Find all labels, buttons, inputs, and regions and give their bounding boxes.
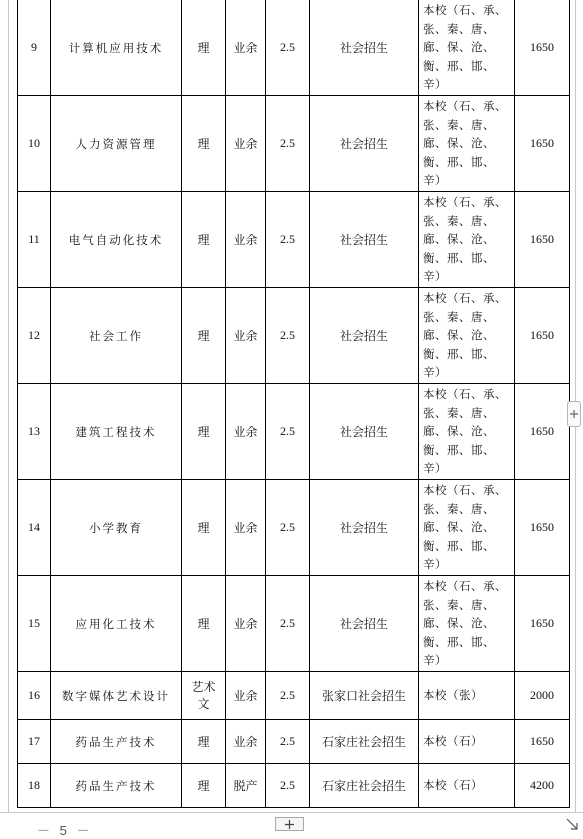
enroll-scope: 张家口社会招生	[310, 672, 419, 720]
school-line: 张、秦、唐、	[423, 405, 495, 420]
school-line: 廊、保、沧、	[423, 520, 495, 535]
category-cell: 理	[182, 720, 226, 764]
major-name: 应用化工技术	[51, 576, 182, 672]
category-line: 艺术	[191, 679, 216, 694]
category-line: 文	[197, 696, 210, 711]
school-line: 衡、邢、邯、	[423, 154, 495, 169]
school-line: 辛）	[423, 365, 447, 380]
resize-corner-icon[interactable]	[566, 818, 579, 831]
major-name: 建筑工程技术	[51, 384, 182, 480]
school-line: 本校（石、承、	[423, 291, 507, 306]
row-number: 14	[18, 480, 51, 576]
school-line: 辛）	[423, 269, 447, 284]
school-line: 衡、邢、邯、	[423, 442, 495, 457]
table-row	[18, 480, 570, 576]
school-line: 本校（石）	[423, 778, 483, 793]
enroll-scope: 社会招生	[310, 96, 419, 192]
tuition-fee: 2000	[515, 672, 570, 720]
school-line: 本校（石、承、	[423, 195, 507, 210]
tuition-fee: 1650	[515, 0, 570, 96]
study-years: 2.5	[266, 0, 310, 96]
enroll-scope: 社会招生	[310, 576, 419, 672]
plus-icon	[285, 820, 294, 829]
study-form: 业余	[226, 672, 266, 720]
school-line: 廊、保、沧、	[423, 232, 495, 247]
school-line: 张、秦、唐、	[423, 501, 495, 516]
study-form: 业余	[226, 576, 266, 672]
table-row	[18, 764, 570, 808]
table-row	[18, 0, 570, 96]
school-line: 辛）	[423, 77, 447, 92]
category-cell	[182, 672, 226, 720]
major-name: 计算机应用技术	[51, 0, 182, 96]
category-cell: 理	[182, 96, 226, 192]
study-years: 2.5	[266, 720, 310, 764]
school-locations	[419, 672, 515, 720]
school-locations	[419, 480, 515, 576]
category-cell: 理	[182, 192, 226, 288]
side-insert-button[interactable]	[567, 401, 581, 427]
enroll-scope: 石家庄社会招生	[310, 720, 419, 764]
school-line: 衡、邢、邯、	[423, 346, 495, 361]
tuition-fee: 1650	[515, 288, 570, 384]
school-locations	[419, 764, 515, 808]
category-cell: 理	[182, 576, 226, 672]
row-number: 18	[18, 764, 51, 808]
study-form: 业余	[226, 192, 266, 288]
margin-line-bottom	[0, 812, 583, 813]
enroll-scope: 社会招生	[310, 288, 419, 384]
school-line: 辛）	[423, 173, 447, 188]
study-years: 2.5	[266, 96, 310, 192]
tuition-fee: 1650	[515, 384, 570, 480]
school-line: 辛）	[423, 557, 447, 572]
school-line: 本校（石）	[423, 734, 483, 749]
school-locations	[419, 288, 515, 384]
school-line: 张、秦、唐、	[423, 21, 495, 36]
tuition-fee: 1650	[515, 480, 570, 576]
margin-line-left	[8, 0, 9, 812]
row-number: 15	[18, 576, 51, 672]
table-row	[18, 192, 570, 288]
tuition-fee: 1650	[515, 192, 570, 288]
school-line: 衡、邢、邯、	[423, 250, 495, 265]
category-cell: 理	[182, 0, 226, 96]
school-line: 廊、保、沧、	[423, 40, 495, 55]
row-number: 17	[18, 720, 51, 764]
study-years: 2.5	[266, 576, 310, 672]
plus-icon	[570, 410, 578, 418]
school-locations	[419, 0, 515, 96]
school-line: 衡、邢、邯、	[423, 538, 495, 553]
school-line: 本校（石、承、	[423, 387, 507, 402]
enrollment-table	[17, 0, 570, 808]
school-line: 本校（石、承、	[423, 99, 507, 114]
school-line: 辛）	[423, 653, 447, 668]
school-line: 衡、邢、邯、	[423, 634, 495, 649]
category-cell: 理	[182, 288, 226, 384]
study-form: 业余	[226, 384, 266, 480]
row-number: 11	[18, 192, 51, 288]
school-line: 张、秦、唐、	[423, 213, 495, 228]
add-row-button[interactable]	[275, 817, 304, 831]
school-locations	[419, 192, 515, 288]
school-line: 本校（石、承、	[423, 3, 507, 18]
enroll-scope: 社会招生	[310, 384, 419, 480]
table-row	[18, 672, 570, 720]
major-name: 药品生产技术	[51, 720, 182, 764]
category-cell: 理	[182, 764, 226, 808]
table-row	[18, 576, 570, 672]
table-row	[18, 288, 570, 384]
row-number: 12	[18, 288, 51, 384]
category-cell: 理	[182, 480, 226, 576]
school-locations	[419, 384, 515, 480]
major-name: 社会工作	[51, 288, 182, 384]
row-number: 9	[18, 0, 51, 96]
enroll-scope: 社会招生	[310, 0, 419, 96]
tuition-fee: 1650	[515, 720, 570, 764]
study-form: 业余	[226, 0, 266, 96]
study-form: 业余	[226, 288, 266, 384]
row-number: 16	[18, 672, 51, 720]
table-row	[18, 96, 570, 192]
study-form: 脱产	[226, 764, 266, 808]
school-line: 辛）	[423, 461, 447, 476]
study-form: 业余	[226, 720, 266, 764]
study-form: 业余	[226, 480, 266, 576]
major-name: 电气自动化技术	[51, 192, 182, 288]
school-locations	[419, 96, 515, 192]
row-number: 10	[18, 96, 51, 192]
school-locations	[419, 720, 515, 764]
enroll-scope: 社会招生	[310, 192, 419, 288]
school-line: 廊、保、沧、	[423, 136, 495, 151]
study-form: 业余	[226, 96, 266, 192]
school-line: 张、秦、唐、	[423, 309, 495, 324]
category-cell: 理	[182, 384, 226, 480]
school-line: 张、秦、唐、	[423, 597, 495, 612]
tuition-fee: 1650	[515, 576, 570, 672]
school-locations	[419, 576, 515, 672]
study-years: 2.5	[266, 384, 310, 480]
school-line: 廊、保、沧、	[423, 616, 495, 631]
table-row	[18, 720, 570, 764]
study-years: 2.5	[266, 764, 310, 808]
study-years: 2.5	[266, 288, 310, 384]
enroll-scope: 石家庄社会招生	[310, 764, 419, 808]
major-name: 数字媒体艺术设计	[51, 672, 182, 720]
school-line: 衡、邢、邯、	[423, 58, 495, 73]
school-line: 本校（张）	[423, 688, 483, 703]
school-line: 廊、保、沧、	[423, 424, 495, 439]
study-years: 2.5	[266, 672, 310, 720]
table-row	[18, 384, 570, 480]
school-line: 张、秦、唐、	[423, 117, 495, 132]
study-years: 2.5	[266, 192, 310, 288]
enroll-scope: 社会招生	[310, 480, 419, 576]
school-line: 本校（石、承、	[423, 579, 507, 594]
tuition-fee: 4200	[515, 764, 570, 808]
tuition-fee: 1650	[515, 96, 570, 192]
major-name: 药品生产技术	[51, 764, 182, 808]
school-line: 本校（石、承、	[423, 483, 507, 498]
major-name: 小学教育	[51, 480, 182, 576]
school-line: 廊、保、沧、	[423, 328, 495, 343]
row-number: 13	[18, 384, 51, 480]
major-name: 人力资源管理	[51, 96, 182, 192]
study-years: 2.5	[266, 480, 310, 576]
page-number: － 5 －	[37, 823, 93, 838]
